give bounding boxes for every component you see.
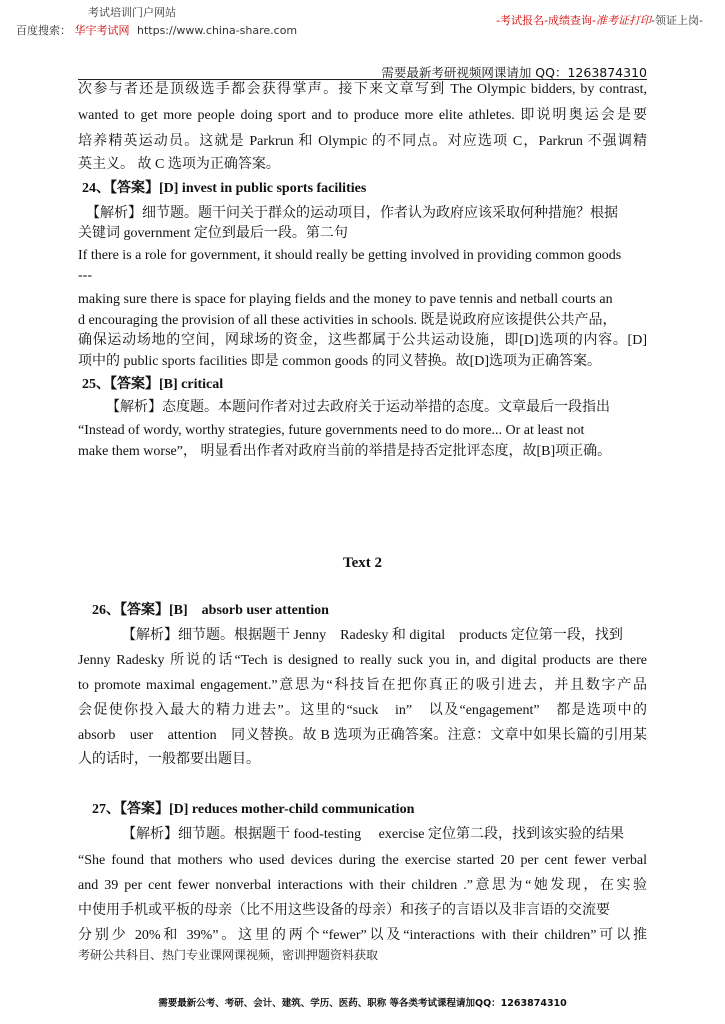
text-line: 关键词 government 定位到最后一段。第二句 [78,226,348,241]
text-line: and 39 per cent fewer nonverbal interactions with their children .”意思为“她发现，在实验 [78,878,647,893]
text-line: to promote maximal engagement.”意思为“科技旨在把你真正的吸引进去，并且数字产品 [78,678,647,693]
analysis-27-intro: 【解析】细节题。根据题干 food-testing exercise 定位第二段，找到该实验的结果 [122,827,625,842]
link-exam-registration[interactable]: -考试报名 [496,14,545,27]
text-line: 分别少 20%和 39%”。这里的两个“fewer”以及“interactions with their children”可以推 [78,928,647,943]
answer-25-heading: 25、【答案】[B] critical [82,377,224,392]
text-line: If there is a role for government, it should really be getting involved in providing common goods [78,248,622,263]
text-line: 人的话时，一般都要出题目。 [78,752,260,767]
text-line: 会促使你投入最大的精力进去”。这里的“suck in” 以及“engagement” 都是选项中的 [78,703,647,718]
analysis-26-intro: 【解析】细节题。根据题干 Jenny Radesky 和 digital products 定位第一段，找到 [122,628,623,643]
site-url[interactable]: https://www.china-share.com [137,24,298,37]
text-line: --- [78,268,92,283]
link-certificate[interactable]: -领证上岗 [651,14,700,27]
header-links [496,12,703,28]
search-label: 百度搜索： [16,24,71,37]
text-line: 次参与者还是顶级选手都会获得掌声。接下来文章写到 The Olympic bidders, by contrast, [78,82,647,97]
text-line: “She found that mothers who used devices during the exercise started 20 per cent fewer verbal [78,853,647,868]
footer-contact: 需要最新公考、考研、会计、建筑、学历、医药、职称 等各类考试课程请加QQ：1263874310 [158,998,567,1009]
text-line: 培养精英运动员。这就是 Parkrun 和 Olympic 的不同点。对应选项 C，Parkrun 不强调精 [78,134,647,149]
site-title: 考试培训门户网站 [88,7,176,19]
footer-note: 考研公共科目、热门专业课网课视频，密训押题资料获取 [78,948,379,962]
brand-link[interactable]: 华宇考试网 [74,24,130,37]
text-line: wanted to get more people doing sport and to produce more elite athletes. 即说明奥运会是要 [78,108,647,123]
analysis-24-intro: 【解析】细节题。题干问关于群众的运动项目，作者认为政府应该采取何种措施？根据 [86,206,618,221]
link-admission-ticket[interactable]: -准考证打印 [592,14,652,27]
link-score-query[interactable]: -成绩查询 [544,14,593,27]
analysis-25-intro: 【解析】态度题。本题问作者对过去政府关于运动举措的态度。文章最后一段指出 [106,400,610,415]
text-line: making sure there is space for playing fields and the money to pave tennis and netball courts an [78,292,613,307]
text-line: 确保运动场地的空间，网球场的资金，这些都属于公共运动设施，即[D]选项的内容。[D] [78,333,647,348]
answer-24-heading: 24、【答案】[D] invest in public sports facilities [82,181,367,196]
search-hint [16,22,297,38]
text-line: “Instead of wordy, worthy strategies, future governments need to do more... Or at least not [78,423,585,438]
text-line: make them worse”， 明显看出作者对政府当前的举措是持否定批评态度，故[B]项正确。 [78,444,612,459]
text-line: Jenny Radesky 所说的话“Tech is designed to really suck you in, and digital products are there [78,653,647,668]
text-line: d encouraging the provision of all these activities in schools. 既是说政府应该提供公共产品， [78,313,617,328]
text-line: 项中的 public sports facilities 即是 common goods 的同义替换。故[D]选项为正确答案。 [78,354,602,369]
section-title: Text 2 [342,555,383,571]
text-line: absorb user attention 同义替换。故 B 选项为正确答案。注意：文章中如果长篇的引用某 [78,728,647,743]
answer-27-heading: 27、【答案】[D] reduces mother-child communication [92,802,415,817]
link-trailing-dash: - [699,14,703,27]
qq-notice: 需要最新考研视频网课请加 QQ：1263874310 [381,65,647,80]
text-line: 中使用手机或平板的母亲（比不用这些设备的母亲）和孩子的言语以及非言语的交流要 [78,903,610,918]
text-line: 英主义。 故 C 选项为正确答案。 [78,157,280,172]
answer-26-heading: 26、【答案】[B] absorb user attention [92,603,329,618]
